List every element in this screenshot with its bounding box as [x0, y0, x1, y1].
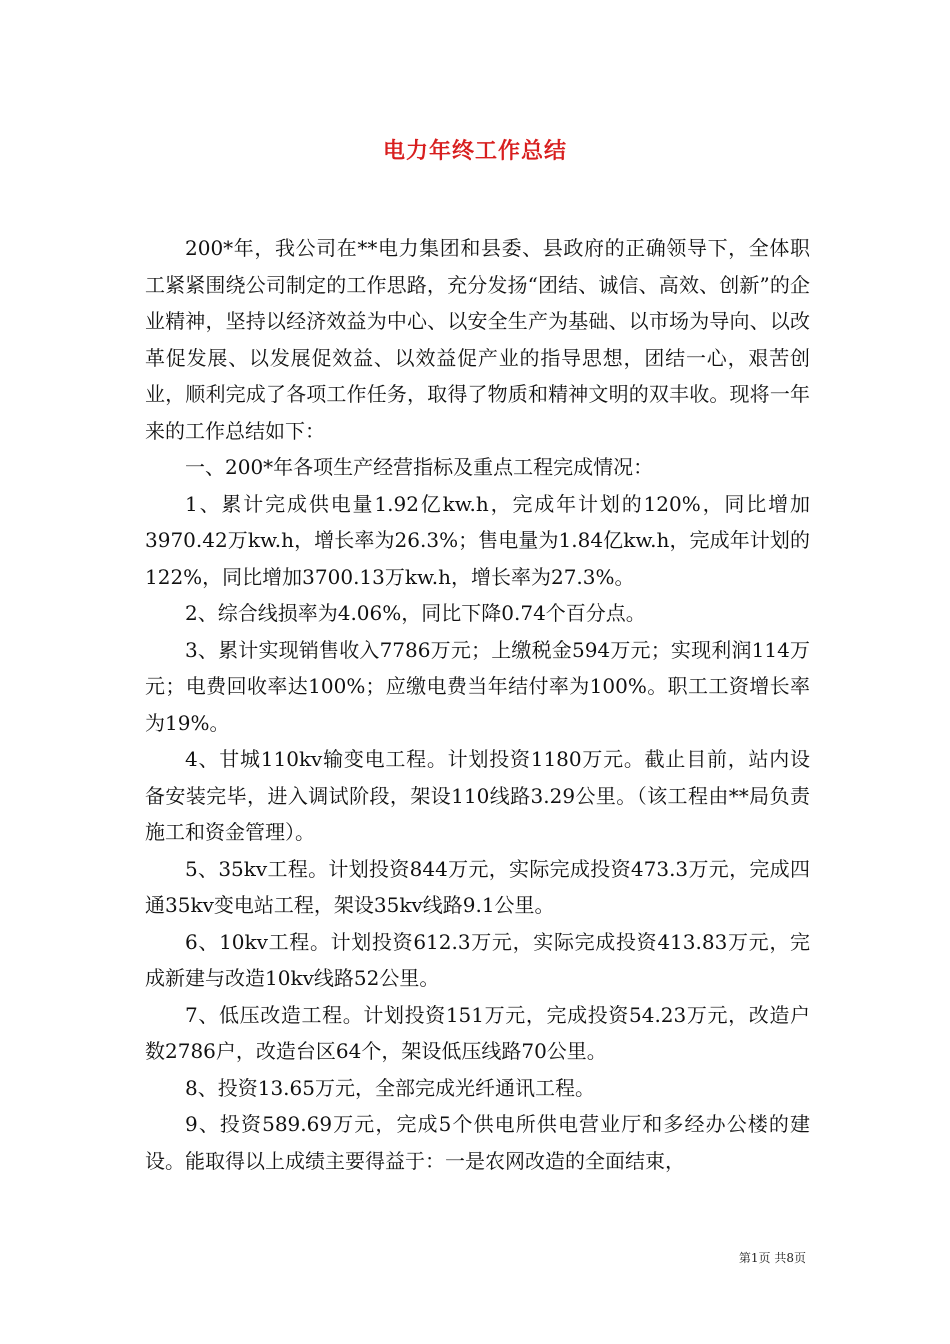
document-body — [145, 230, 810, 1179]
page-number-footer: 第1页 共8页 — [738, 1251, 806, 1265]
paragraph-item-8: 8、投资13.65万元，全部完成光纤通讯工程。 — [185, 1075, 595, 1100]
paragraph-intro: 200*年，我公司在**电力集团和县委、县政府的正确领导下，全体职工紧紧围绕公司制定的工作思路，充分发扬“团结、诚信、高效、创新”的企业精神，坚持以经济效益为中心、以安全生产为基础、以市场为导向、以改革促发展、以发展促效益、以效益促产业的指导思想，团结一心，艰苦创业，顺利完成了各项工作任务，取得了物质和精神文明的双丰收。现将一年来的工作总结如下： — [145, 236, 810, 443]
document-title: 电力年终工作总结 — [382, 139, 567, 164]
paragraph-item-1: 1、累计完成供电量1.92亿kw.h，完成年计划的120%，同比增加3970.42万kw.h，增长率为26.3%；售电量为1.84亿kw.h，完成年计划的122%，同比增加3700.13万kw.h，增长率为27.3%。 — [145, 491, 810, 589]
paragraph-item-5: 5、35kv工程。计划投资844万元，实际完成投资473.3万元，完成四通35kv变电站工程，架设35kv线路9.1公里。 — [145, 856, 810, 917]
paragraph-item-9: 9、投资589.69万元，完成5个供电所供电营业厅和多经办公楼的建设。能取得以上成绩主要得益于：一是农网改造的全面结束， — [145, 1112, 810, 1173]
paragraph-item-6: 6、10kv工程。计划投资612.3万元，实际完成投资413.83万元，完成新建与改造10kv线路52公里。 — [145, 929, 810, 990]
paragraph-item-3: 3、累计实现销售收入7786万元；上缴税金594万元；实现利润114万元；电费回收率达100%；应缴电费当年结付率为100%。职工工资增长率为19%。 — [145, 637, 810, 735]
paragraph-item-4: 4、甘城110kv输变电工程。计划投资1180万元。截止目前，站内设备安装完毕，进入调试阶段，架设110线路3.29公里。（该工程由**局负责施工和资金管理）。 — [145, 747, 810, 844]
paragraph-item-7: 7、低压改造工程。计划投资151万元，完成投资54.23万元，改造户数2786户，改造台区64个，架设低压线路70公里。 — [145, 1002, 810, 1063]
paragraph-section-heading: 一、200*年各项生产经营指标及重点工程完成情况： — [185, 455, 654, 479]
paragraph-item-2: 2、综合线损率为4.06%，同比下降0.74个百分点。 — [185, 601, 646, 625]
